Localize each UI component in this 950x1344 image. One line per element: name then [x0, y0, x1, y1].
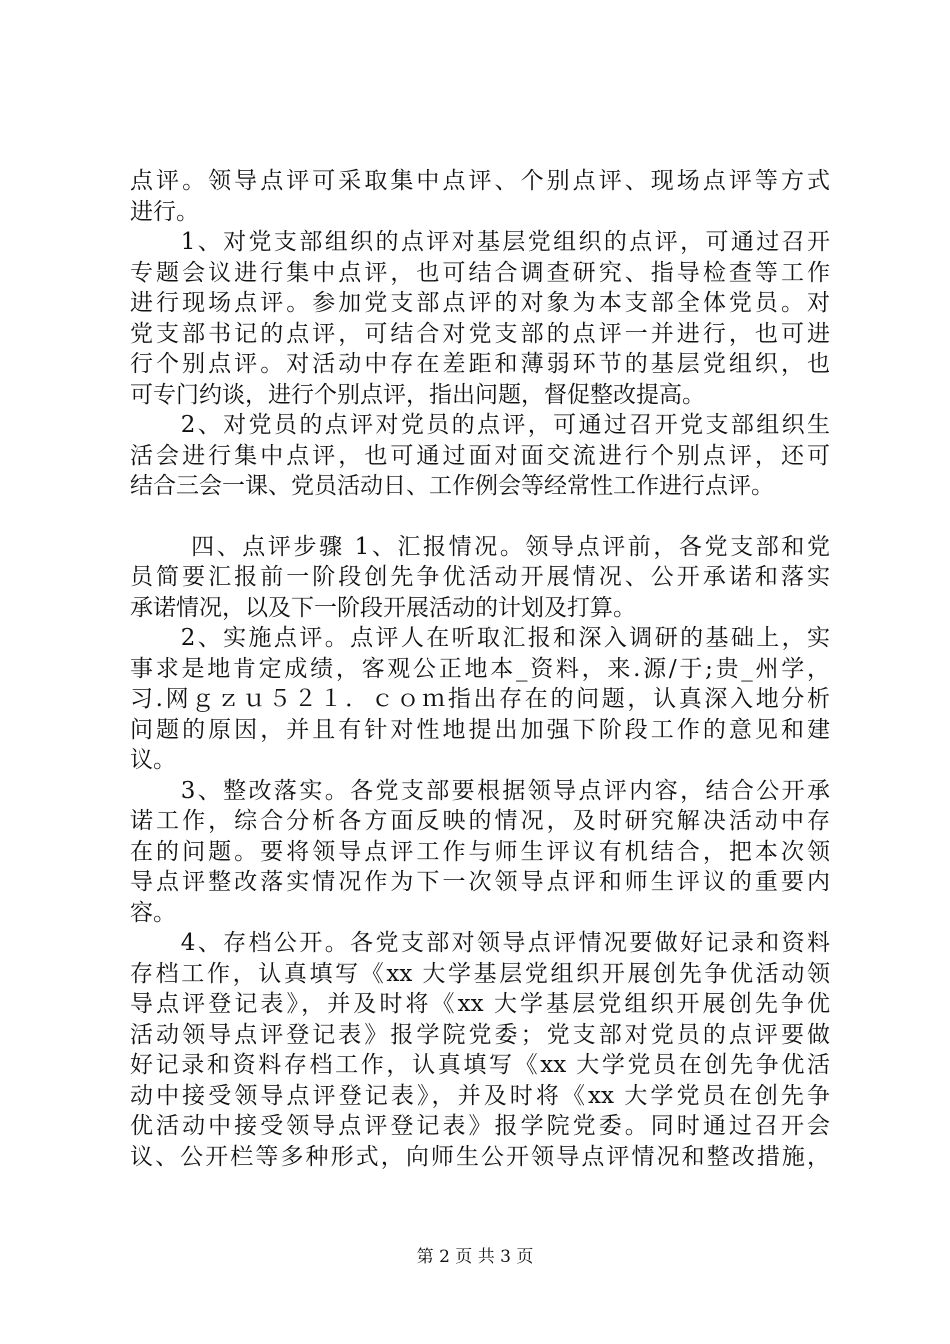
text-line: 导点评登记表》，并及时将《xx 大学基层党组织开展创先争优 [130, 991, 830, 1017]
text-line: 进行。 [130, 198, 199, 225]
text-line: 诺工作，综合分析各方面反映的情况，及时研究解决活动中存 [130, 808, 830, 834]
text-line: 优活动中接受领导点评登记表》报学院党委。同时通过召开会 [130, 1113, 830, 1139]
text-line: 动中接受领导点评登记表》，并及时将《xx 大学党员在创先争 [130, 1082, 830, 1109]
text-line: 四、点评步骤 1、汇报情况。领导点评前，各党支部和党 [130, 533, 830, 560]
text-line: 1、对党支部组织的点评对基层党组织的点评，可通过召开 [130, 229, 830, 255]
text-line: 结合三会一课、党员活动日、工作例会等经常性工作进行点评。 [130, 473, 774, 499]
text-line: 党支部书记的点评，可结合对党支部的点评一并进行，也可进 [130, 320, 830, 347]
text-line: 行个别点评。对活动中存在差距和薄弱环节的基层党组织，也 [130, 351, 830, 377]
text-line: 2、对党员的点评对党员的点评，可通过召开党支部组织生 [130, 412, 830, 438]
text-line: 2、实施点评。点评人在听取汇报和深入调研的基础上，实 [130, 625, 830, 651]
text-line: 好记录和资料存档工作，认真填写《xx 大学党员在创先争优活 [130, 1052, 830, 1078]
text-line: 存档工作，认真填写《xx 大学基层党组织开展创先争优活动领 [130, 960, 830, 987]
text-line: 议、公开栏等多种形式，向师生公开领导点评情况和整改措施， [130, 1143, 830, 1170]
text-line: 问题的原因，并且有针对性地提出加强下阶段工作的意见和建 [130, 716, 830, 743]
text-line: 员简要汇报前一阶段创先争优活动开展情况、公开承诺和落实 [130, 564, 830, 590]
text-line: 议。 [130, 747, 176, 773]
text-line: 活动领导点评登记表》报学院党委；党支部对党员的点评要做 [130, 1021, 830, 1048]
text-line: 3、整改落实。各党支部要根据领导点评内容，结合公开承 [130, 777, 830, 804]
text-line: 点评。领导点评可采取集中点评、个别点评、现场点评等方式 [130, 168, 830, 194]
text-line: 活会进行集中点评，也可通过面对面交流进行个别点评，还可 [130, 442, 830, 469]
text-line: 习.网ｇｚｕ５２１．ｃｏｍ指出存在的问题，认真深入地分析 [130, 686, 830, 712]
text-line: 可专门约谈，进行个别点评，指出问题，督促整改提高。 [130, 381, 705, 408]
text-line: 容。 [130, 899, 176, 926]
text-line: 专题会议进行集中点评，也可结合调查研究、指导检查等工作 [130, 259, 830, 286]
text-line: 进行现场点评。参加党支部点评的对象为本支部全体党员。对 [130, 290, 830, 316]
text-line: 承诺情况，以及下一阶段开展活动的计划及打算。 [130, 594, 636, 621]
text-line: 导点评整改落实情况作为下一次领导点评和师生评议的重要内 [130, 869, 830, 895]
text-line: 事求是地肯定成绩，客观公正地本_资料，来.源/于;贵_州学， [130, 655, 830, 682]
page-footer: 第 2 页 共 3 页 [416, 1247, 534, 1267]
text-line: 在的问题。要将领导点评工作与师生评议有机结合，把本次领 [130, 838, 830, 865]
paragraph-spacer [130, 502, 830, 532]
document-body [130, 166, 830, 1172]
text-line: 4、存档公开。各党支部对领导点评情况要做好记录和资料 [130, 930, 830, 956]
